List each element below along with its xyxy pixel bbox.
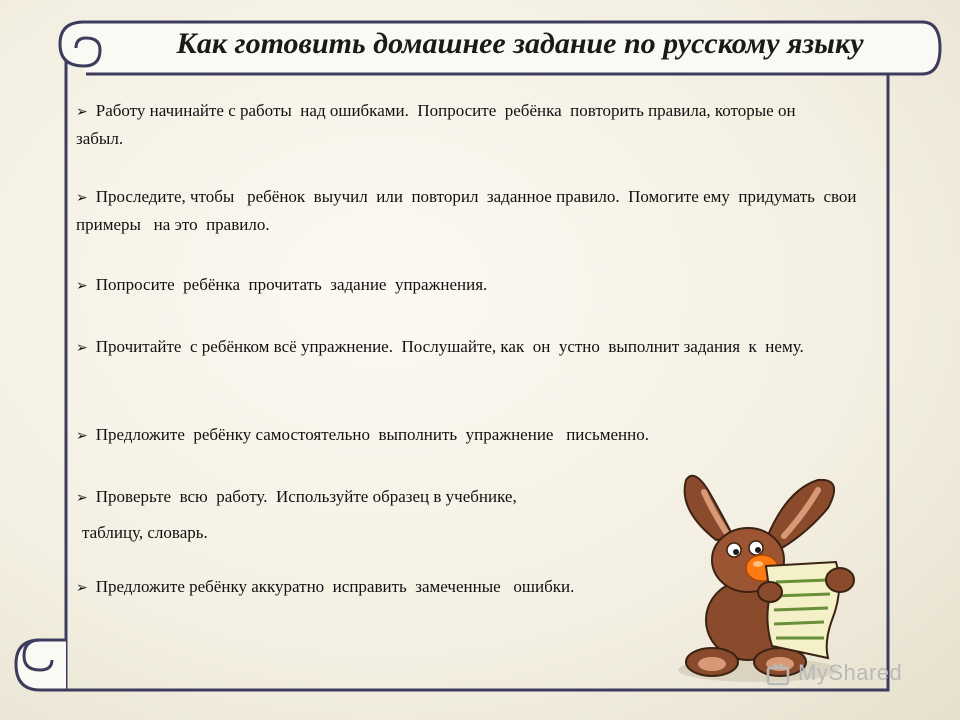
list-item-text: Попросите ребёнка прочитать задание упражнения.	[95, 275, 488, 294]
list-item-text: Прочитайте с ребёнком всё упражнение. Послушайте, как он устно выполнит задания к нему.	[95, 337, 804, 356]
bullet-arrow-icon: ➢	[76, 491, 88, 506]
list-item-text: Работу начинайте с работы над ошибками. Попросите ребёнка повторить правила, которые он забыл.	[76, 101, 805, 148]
list-item	[76, 334, 856, 362]
list-item-text: Предложите ребёнку самостоятельно выполнить упражнение письменно.	[95, 425, 649, 444]
list-item-continuation: таблицу, словарь.	[82, 523, 208, 542]
list-item	[76, 422, 866, 450]
bullet-arrow-icon: ➢	[76, 581, 88, 596]
page-title: Как готовить домашнее задание по русскому языку	[176, 27, 864, 60]
list-item	[76, 484, 676, 546]
bullet-arrow-icon: ➢	[76, 105, 88, 120]
list-item	[76, 184, 866, 238]
bullet-arrow-icon: ➢	[76, 429, 88, 444]
bullet-arrow-icon: ➢	[76, 279, 88, 294]
list-item-text: Предложите ребёнку аккуратно исправить замеченные ошибки.	[95, 577, 575, 596]
list-item	[76, 98, 836, 152]
list-item	[76, 574, 716, 602]
list-item-text: Проследите, чтобы ребёнок выучил или повторил заданное правило. Помогите ему придумать свои примеры на это правило.	[76, 187, 865, 234]
bullet-arrow-icon: ➢	[76, 341, 88, 356]
bullet-arrow-icon: ➢	[76, 191, 88, 206]
list-item	[76, 272, 866, 300]
list-item-text: Проверьте всю работу. Используйте образец в учебнике,	[95, 487, 517, 506]
watermark: MyShared	[798, 660, 903, 685]
bunny-illustration	[668, 470, 868, 685]
